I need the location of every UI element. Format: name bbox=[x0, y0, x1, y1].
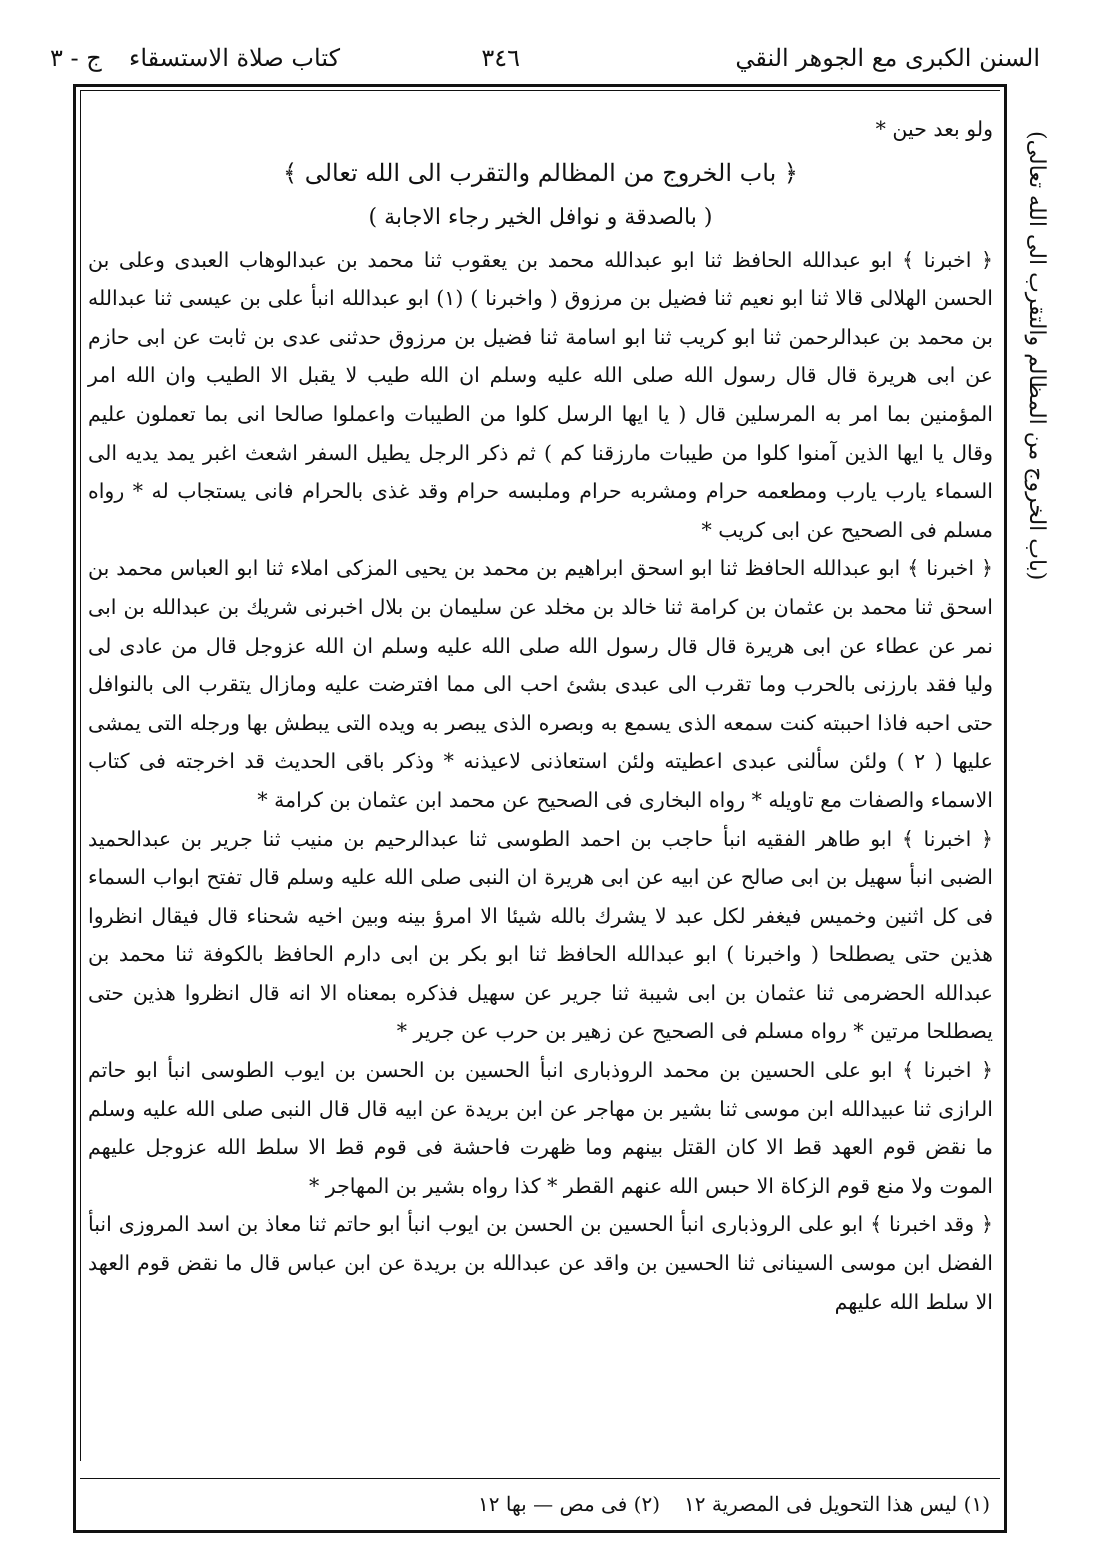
footnote-1: (١) ليس هذا التحويل فى المصرية ١٢ bbox=[684, 1492, 990, 1516]
margin-note: (باب الخروج من المظالم والتقرب الى الله تعالى) bbox=[1024, 130, 1049, 580]
hadith-paragraph: ﴿ اخبرنا ﴾ ابو طاهر الفقيه انبأ حاجب بن احمد الطوسى ثنا عبدالرحيم بن منيب ثنا جرير بن عبدالحميد الضبى انبأ سهيل بن ابى صالح عن ابيه عن ابى هريرة ان النبى صلى الله عليه وسلم قال تفتح ابواب السماء فى كل اثنين وخميس فيغفر لكل عبد لا يشرك بالله شيئا الا امرؤ بينه وبين اخيه شحناء قال فيقال انظروا هذين حتى يصطلحا ( واخبرنا ) ابو عبدالله الحافظ ثنا ابو بكر بن ابى دارم الحافظ بالكوفة ثنا محمد بن عبدالله الحضرمى ثنا عثمان بن ابى شيبة ثنا جرير عن سهيل فذكره بمعناه الا انه قال انظروا هذين حتى يصطلحا مرتين * رواه مسلم فى الصحيح عن زهير بن حرب عن جرير * bbox=[88, 826, 993, 1044]
footnotes bbox=[80, 1488, 990, 1528]
footnote-2: (٢) فى مص — بها ١٢ bbox=[478, 1492, 660, 1516]
footnote-divider bbox=[80, 1478, 1000, 1479]
chapter-subtitle: ( بالصدقة و نوافل الخير رجاء الاجابة ) bbox=[368, 204, 713, 230]
hadith-paragraph: ﴿ وقد اخبرنا ﴾ ابو على الروذبارى انبأ الحسين بن الحسن بن ايوب انبأ ابو حاتم ثنا معاذ بن اسد المروزى انبأ الفضل ابن موسى السينانى ثنا الحسين بن واقد عن عبدالله بن بريدة عن ابن عباس قال ما نقض قوم العهد الا سلط الله عليهم bbox=[88, 1212, 993, 1314]
hadith-paragraph: ﴿ اخبرنا ﴾ ابو على الحسين بن محمد الروذبارى انبأ الحسين بن الحسن بن ايوب الطوسى انبأ ابو حاتم الرازى ثنا عبيدالله ابن موسى ثنا بشير بن مهاجر عن ابن بريدة عن ابيه قال قال النبى صلى الله عليه وسلم ما نقض قوم العهد قط الا كان القتل بينهم وما ظهرت فاحشة فى قوم قط الا سلط الله عزوجل عليهم الموت ولا منع قوم الزكاة الا حبس الله عنهم القطر * كذا رواه بشير بن المهاجر * bbox=[88, 1058, 993, 1198]
page-header bbox=[50, 44, 1040, 84]
chapter-title: ﴿ باب الخروج من المظالم والتقرب الى الله تعالى ﴾ bbox=[283, 158, 798, 187]
main-text bbox=[88, 110, 993, 1460]
running-head-chapter: كتاب صلاة الاستسقاء bbox=[129, 44, 340, 72]
running-head-book-title: السنن الكبرى مع الجوهر النقي bbox=[735, 44, 1040, 72]
hadith-paragraph: ﴿ اخبرنا ﴾ ابو عبدالله الحافظ ثنا ابو عبدالله محمد بن يعقوب ثنا محمد بن عبدالوهاب العبدى وعلى بن الحسن الهلالى قالا ثنا ابو نعيم ثنا فضيل بن مرزوق ( واخبرنا ) (١) ابو عبدالله انبأ على بن عيسى ثنا عبدالله بن محمد بن عبدالرحمن ثنا ابو كريب ثنا ابو اسامة ثنا فضيل بن مرزوق حدثنى عدى بن ثابت عن ابى حازم عن ابى هريرة قال قال رسول الله صلى الله عليه وسلم ان الله طيب لا يقبل الا الطيب وان الله امر المؤمنين بما امر به المرسلين قال ( يا ايها الرسل كلوا من الطيبات واعملوا صالحا انى بما تعملون عليم وقال يا ايها الذين آمنوا كلوا من طيبات مارزقنا كم ) ثم ذكر الرجل يطيل السفر اشعث اغبر يمد يديه الى السماء يارب يارب ومطعمه حرام ومشربه حرام وملبسه حرام وقد غذى بالحرام فانى يستجاب له * رواه مسلم فى الصحيح عن ابى كريب * bbox=[88, 247, 993, 542]
hadith-paragraph: ﴿ اخبرنا ﴾ ابو عبدالله الحافظ ثنا ابو اسحق ابراهيم بن محمد بن يحيى المزكى املاء ثنا ابو العباس محمد بن اسحق ثنا محمد بن عثمان بن كرامة ثنا خالد بن مخلد عن سليمان بن بلال اخبرنى شريك بن عبدالله بن ابى نمر عن عطاء عن ابى هريرة قال قال رسول الله صلى الله عليه وسلم ان الله عزوجل قال من عادى لى وليا فقد بارزنى بالحرب وما تقرب الى عبدى بشئ احب الى مما افترضت عليه ومازال يتقرب الى بالنوافل حتى احبه فاذا احببته كنت سمعه الذى يسمع به وبصره الذى يبصر به ويده التى يبطش بها ورجله التى يمشى عليها ( ٢ ) ولئن سألنى عبدى اعطيته ولئن استعاذنى لاعيذنه * وذكر باقى الحديث قد اخرجته فى كتاب الاسماء والصفات مع تاويله * رواه البخارى فى الصحيح عن محمد ابن عثمان بن كرامة * bbox=[88, 556, 993, 812]
opening-line: ولو بعد حين * bbox=[875, 117, 993, 141]
page-number: ٣٤٦ bbox=[481, 44, 520, 72]
volume-label: ج - ٣ bbox=[50, 44, 102, 72]
